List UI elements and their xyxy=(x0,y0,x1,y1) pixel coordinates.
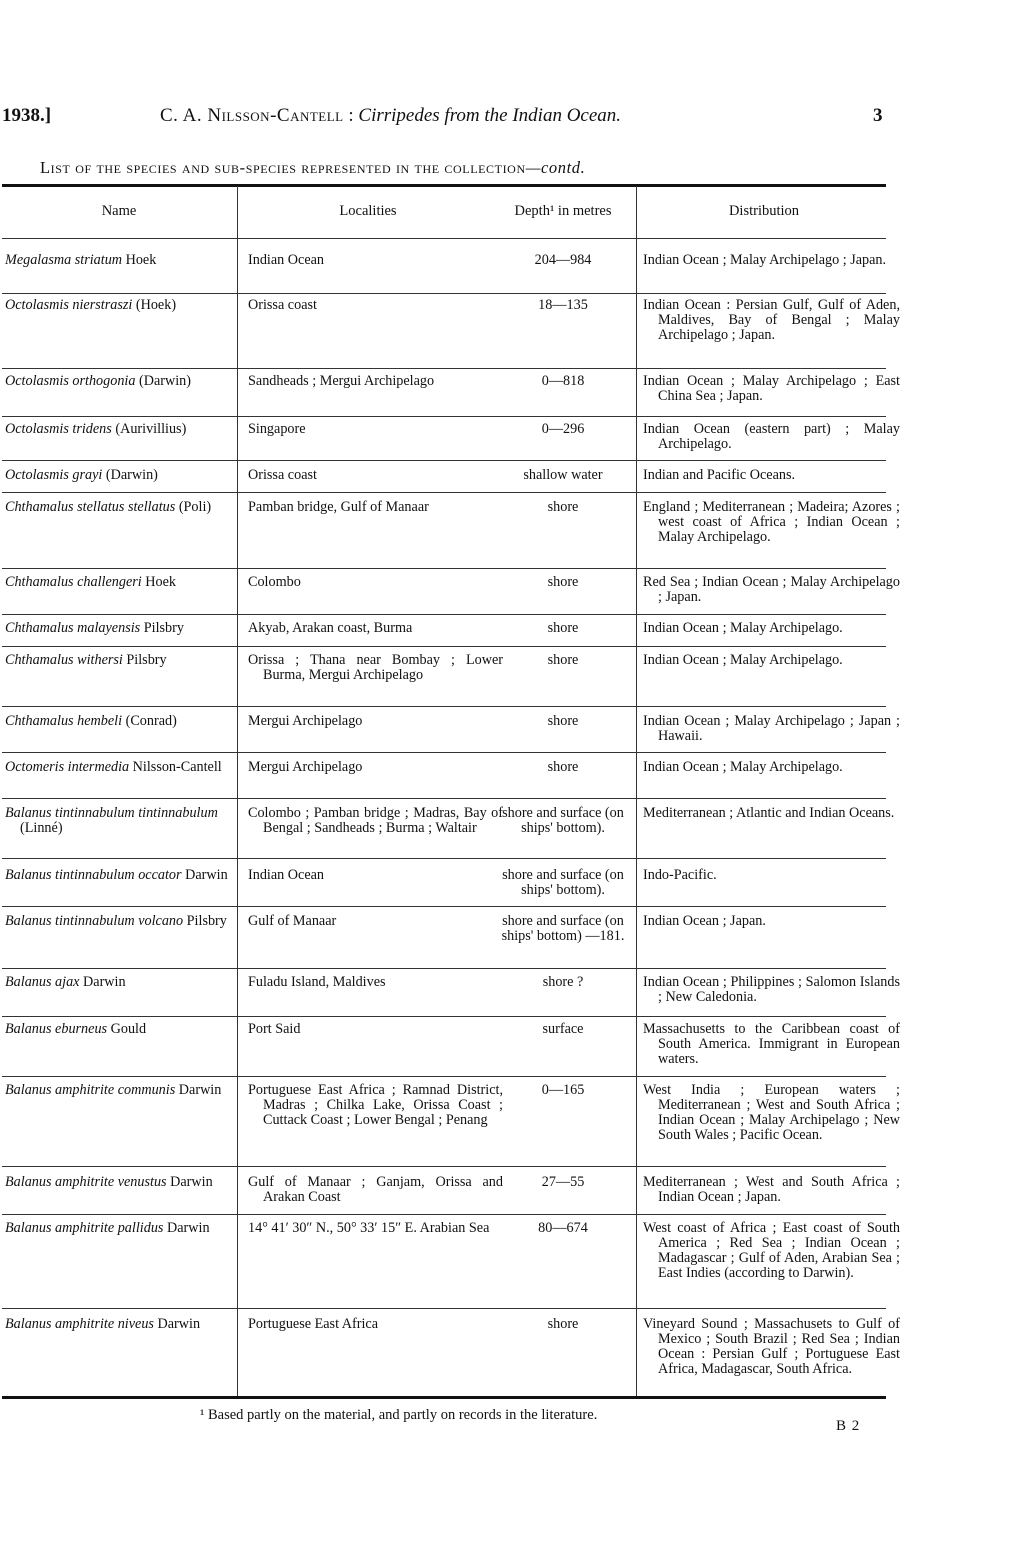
species-authority: (Aurivillius) xyxy=(111,421,187,437)
table-caption-text: List of the species and sub-species represented in the collection xyxy=(40,158,526,177)
species-binomial: Balanus eburneus xyxy=(5,1021,108,1037)
species-authority: Darwin xyxy=(153,1316,201,1332)
distribution-cell: Mediterranean ; Atlantic and Indian Oceans. xyxy=(643,805,895,821)
depth-cell: 0—296 xyxy=(541,421,585,437)
locality-cell: Pamban bridge, Gulf of Manaar xyxy=(248,499,429,515)
footnote: ¹ Based partly on the material, and partly on records in the literature. xyxy=(200,1407,598,1423)
locality-cell: Fuladu Island, Maldives xyxy=(248,974,386,990)
locality-cell: Singapore xyxy=(248,421,306,437)
depth-cell: shore xyxy=(547,652,579,668)
species-binomial: Chthamalus malayensis xyxy=(5,620,141,636)
col-header-depth: Depth¹ in metres xyxy=(514,203,612,219)
species-authority: Pilsbry xyxy=(122,652,167,668)
species-binomial: Balanus amphitrite pallidus xyxy=(5,1220,164,1236)
species-binomial: Balanus amphitrite niveus xyxy=(5,1316,154,1332)
species-name-cell xyxy=(5,714,248,729)
species-authority: Nilsson-Cantell xyxy=(129,759,222,775)
species-authority: (Conrad) xyxy=(122,713,177,729)
species-name-cell xyxy=(5,575,248,590)
table-caption-contd: —contd. xyxy=(525,158,586,177)
species-name-cell xyxy=(5,298,248,313)
depth-cell: shore and surface (on ships' bottom) —181. xyxy=(501,913,625,944)
depth-cell: shore xyxy=(547,1316,579,1332)
distribution-cell: Massachusetts to the Caribbean coast of South America. Immigrant in European waters. xyxy=(643,1021,900,1067)
depth-cell: shore ? xyxy=(542,974,584,990)
table-top-rule xyxy=(2,184,886,187)
row-rule xyxy=(2,1214,886,1215)
depth-cell: 0—165 xyxy=(541,1082,585,1098)
locality-cell: Portuguese East Africa xyxy=(248,1316,379,1332)
locality-cell: Port Said xyxy=(248,1021,301,1037)
locality-cell: Colombo ; Pamban bridge ; Madras, Bay of Bengal ; Sandheads ; Burma ; Waltair xyxy=(248,805,503,836)
locality-cell: Colombo xyxy=(248,574,301,590)
header-year: 1938.] xyxy=(2,105,52,126)
depth-cell: shore xyxy=(547,620,579,636)
header-rule xyxy=(2,238,886,239)
species-binomial: Chthamalus withersi xyxy=(5,652,123,668)
distribution-cell: Indian Ocean ; Philippines ; Salomon Islands ; New Caledonia. xyxy=(643,974,900,1005)
distribution-cell: Vineyard Sound ; Massachusets to Gulf of Mexico ; South Brazil ; Red Sea ; Indian Ocean : Persian Gulf ; Portuguese East Africa, Madagascar, South Africa. xyxy=(643,1316,900,1377)
row-rule xyxy=(2,706,886,707)
species-authority: Hoek xyxy=(141,574,177,590)
locality-cell: Gulf of Manaar ; Ganjam, Orissa and Arakan Coast xyxy=(248,1174,503,1205)
row-rule xyxy=(2,492,886,493)
species-binomial: Octolasmis nierstraszi xyxy=(5,297,133,313)
depth-cell: shore and surface (on ships' bottom). xyxy=(502,805,624,836)
distribution-cell: West India ; European waters ; Mediterranean ; West and South Africa ; Indian Ocean ; Malay Archipelago ; New South Wales ; Pacific Ocean. xyxy=(643,1082,900,1143)
species-name-cell xyxy=(5,1083,248,1098)
distribution-cell: Mediterranean ; West and South Africa ; Indian Ocean ; Japan. xyxy=(643,1174,900,1205)
depth-cell: shore and surface (on ships' bottom). xyxy=(502,867,624,898)
locality-cell: Portuguese East Africa ; Ramnad District, Madras ; Chilka Lake, Orissa Coast ; Cuttack Coast ; Lower Bengal ; Penang xyxy=(248,1082,503,1128)
species-name-cell xyxy=(5,1022,248,1037)
locality-cell: Orissa coast xyxy=(248,467,317,483)
depth-cell: 18—135 xyxy=(538,297,588,313)
species-authority: Darwin xyxy=(79,974,126,990)
header-title xyxy=(160,105,621,127)
depth-cell: surface xyxy=(542,1021,584,1037)
running-header xyxy=(0,105,1024,135)
species-binomial: Balanus tintinnabulum occator xyxy=(5,867,182,883)
depth-cell: 204—984 xyxy=(534,252,592,268)
species-binomial: Balanus ajax xyxy=(5,974,80,990)
distribution-cell: Indian Ocean ; Malay Archipelago. xyxy=(643,759,843,775)
distribution-cell: Red Sea ; Indian Ocean ; Malay Archipelago ; Japan. xyxy=(643,574,900,605)
species-authority: Darwin xyxy=(181,867,228,883)
header-title-text: Cirripedes from the Indian Ocean. xyxy=(358,105,622,126)
table-caption xyxy=(40,158,585,178)
table-bottom-rule xyxy=(2,1396,886,1399)
col-header-localities: Localities xyxy=(339,203,397,219)
species-authority: (Darwin) xyxy=(102,467,158,483)
locality-cell: Orissa coast xyxy=(248,297,317,313)
locality-cell: Sandheads ; Mergui Archipelago xyxy=(248,373,435,389)
locality-cell: Akyab, Arakan coast, Burma xyxy=(248,620,413,636)
locality-cell: 14° 41′ 30″ N., 50° 33′ 15″ E. Arabian Sea xyxy=(248,1220,490,1236)
locality-cell: Indian Ocean xyxy=(248,867,325,883)
row-rule xyxy=(2,1166,886,1167)
species-binomial: Balanus amphitrite communis xyxy=(5,1082,176,1098)
species-binomial: Balanus tintinnabulum tintinnabulum xyxy=(5,805,218,821)
species-binomial: Chthamalus challengeri xyxy=(5,574,142,590)
depth-cell: 27—55 xyxy=(541,1174,585,1190)
row-rule xyxy=(2,293,886,294)
row-rule xyxy=(2,614,886,615)
species-name-cell xyxy=(5,806,248,836)
locality-cell: Mergui Archipelago xyxy=(248,759,363,775)
species-name-cell xyxy=(5,468,248,483)
distribution-cell: Indian and Pacific Oceans. xyxy=(643,467,796,483)
species-name-cell xyxy=(5,1317,248,1332)
species-binomial: Octolasmis grayi xyxy=(5,467,103,483)
header-sep: : xyxy=(343,105,359,126)
species-authority: Gould xyxy=(107,1021,147,1037)
col-header-name: Name xyxy=(101,203,137,219)
distribution-cell: England ; Mediterranean ; Madeira; Azores ; west coast of Africa ; Indian Ocean ; Malay Archipelago. xyxy=(643,499,900,545)
species-name-cell xyxy=(5,914,248,929)
header-author: C. A. Nilsson-Cantell xyxy=(160,105,344,126)
row-rule xyxy=(2,968,886,969)
distribution-cell: Indian Ocean ; Malay Archipelago ; Japan. xyxy=(643,252,887,268)
species-name-cell xyxy=(5,1175,248,1190)
distribution-cell: Indian Ocean : Persian Gulf, Gulf of Aden, Maldives, Bay of Bengal ; Malay Archipelago ; Japan. xyxy=(643,297,900,343)
species-authority: Darwin xyxy=(166,1174,213,1190)
distribution-cell: Indian Ocean (eastern part) ; Malay Archipelago. xyxy=(643,421,900,452)
species-binomial: Octolasmis orthogonia xyxy=(5,373,136,389)
species-name-cell xyxy=(5,653,248,668)
species-name-cell xyxy=(5,374,248,389)
locality-cell: Gulf of Manaar xyxy=(248,913,337,929)
distribution-cell: Indo-Pacific. xyxy=(643,867,717,883)
row-rule xyxy=(2,798,886,799)
species-binomial: Octomeris intermedia xyxy=(5,759,130,775)
species-authority: Pilsbry xyxy=(140,620,184,636)
species-authority: (Poli) xyxy=(175,499,212,515)
depth-cell: 80—674 xyxy=(538,1220,588,1236)
depth-cell: 0—818 xyxy=(541,373,585,389)
depth-cell: shore xyxy=(547,713,579,729)
species-binomial: Octolasmis tridens xyxy=(5,421,112,437)
distribution-cell: Indian Ocean ; Malay Archipelago. xyxy=(643,652,843,668)
row-rule xyxy=(2,646,886,647)
row-rule xyxy=(2,568,886,569)
species-binomial: Chthamalus hembeli xyxy=(5,713,123,729)
species-name-cell xyxy=(5,868,248,883)
depth-cell: shore xyxy=(547,759,579,775)
row-rule xyxy=(2,460,886,461)
species-name-cell xyxy=(5,500,248,515)
distribution-cell: Indian Ocean ; Malay Archipelago ; East China Sea ; Japan. xyxy=(643,373,900,404)
species-binomial: Balanus amphitrite venustus xyxy=(5,1174,167,1190)
row-rule xyxy=(2,1308,886,1309)
species-authority: (Hoek) xyxy=(132,297,177,313)
species-binomial: Chthamalus stellatus stellatus xyxy=(5,499,176,515)
species-name-cell xyxy=(5,422,248,437)
species-name-cell xyxy=(5,253,248,268)
depth-cell: shore xyxy=(547,499,579,515)
species-name-cell xyxy=(5,760,248,775)
row-rule xyxy=(2,1016,886,1017)
species-authority: Pilsbry xyxy=(183,913,227,929)
signature-mark: B 2 xyxy=(836,1418,861,1434)
species-name-cell xyxy=(5,621,248,636)
distribution-cell: Indian Ocean ; Japan. xyxy=(643,913,766,929)
row-rule xyxy=(2,1076,886,1077)
distribution-cell: Indian Ocean ; Malay Archipelago ; Japan ; Hawaii. xyxy=(643,713,900,744)
row-rule xyxy=(2,858,886,859)
row-rule xyxy=(2,416,886,417)
row-rule xyxy=(2,368,886,369)
page-number: 3 xyxy=(873,105,883,126)
species-binomial: Balanus tintinnabulum volcano xyxy=(5,913,184,929)
locality-cell: Mergui Archipelago xyxy=(248,713,363,729)
distribution-cell: Indian Ocean ; Malay Archipelago. xyxy=(643,620,843,636)
species-authority: Darwin xyxy=(163,1220,210,1236)
species-authority: Darwin xyxy=(175,1082,222,1098)
species-name-cell xyxy=(5,975,248,990)
row-rule xyxy=(2,906,886,907)
row-rule xyxy=(2,752,886,753)
species-name-cell xyxy=(5,1221,248,1236)
depth-cell: shore xyxy=(547,574,579,590)
species-authority: (Darwin) xyxy=(135,373,191,389)
depth-cell: shallow water xyxy=(523,467,603,483)
species-authority: (Linné) xyxy=(20,820,63,836)
species-authority: Hoek xyxy=(122,252,157,268)
locality-cell: Indian Ocean xyxy=(248,252,325,268)
col-header-distribution: Distribution xyxy=(728,203,800,219)
distribution-cell: West coast of Africa ; East coast of South America ; Red Sea ; Indian Ocean ; Madagascar ; Gulf of Aden, Arabian Sea ; East Indies (according to Darwin). xyxy=(643,1220,900,1281)
species-binomial: Megalasma striatum xyxy=(5,252,123,268)
locality-cell: Orissa ; Thana near Bombay ; Lower Burma, Mergui Archipelago xyxy=(248,652,503,683)
